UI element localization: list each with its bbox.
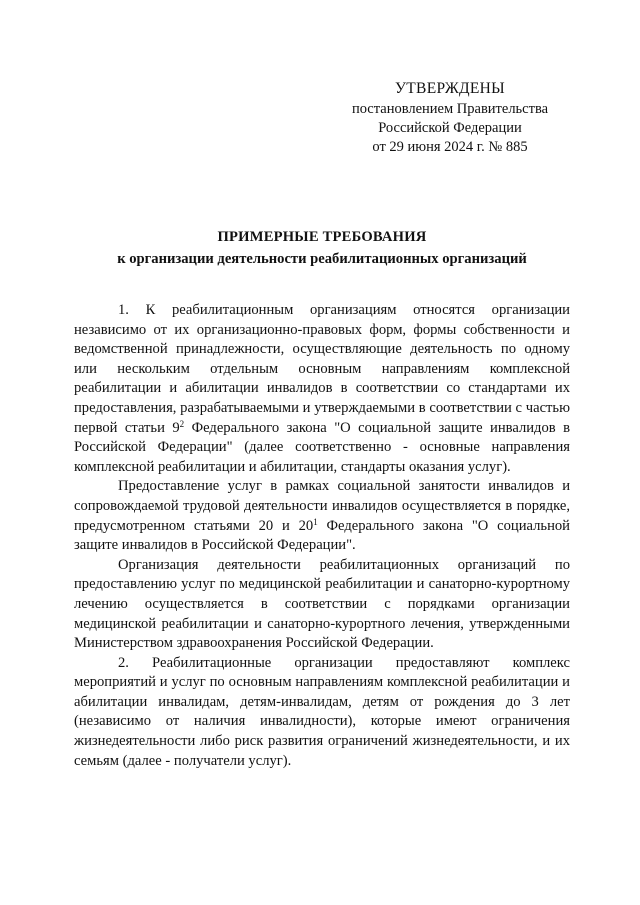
paragraph-1-text: 1. К реабилитационным организациям относятся организации независимо от их организационно-правовых форм, формы собственности и ведомственной принадлежности, осуществляющие деятельность по одному или нескольким отдельным основным направлениям комплексной реабилитации и абилитации инвалидов в соответствии со стандартами их предоставления, разрабатываемыми и утверждаемыми в соответствии с частью первой статьи 9 [74, 302, 570, 436]
paragraph-1-superscript: 2 [179, 418, 185, 429]
paragraph-2-superscript: 1 [313, 516, 318, 527]
approval-stamp: УТВЕРЖДЕНЫ [395, 80, 505, 97]
approval-line-decree: постановлением Правительства [351, 101, 549, 117]
paragraph-2 [74, 477, 570, 555]
document-body [74, 301, 570, 771]
document-subtitle: к организации деятельности реабилитационных организаций [117, 251, 527, 267]
paragraph-1-tail: Федерального закона "О социальной защите инвалидов в Российской Федерации" (далее соответственно - основные направления комплексной реабилитации и абилитации, стандарты оказания услуг). [74, 419, 570, 475]
paragraph-3: Организация деятельности реабилитационных организаций по предоставлению услуг по медицинской реабилитации и санаторно-курортному лечению осуществляется в соответствии с порядками организации медицинской реабилитации и санаторно-курортного лечения, утвержденными Министерством здравоохранения Российской Федерации. [74, 556, 570, 652]
approval-line-authority: Российской Федерации [378, 120, 522, 136]
paragraph-1 [74, 301, 570, 477]
approval-block [330, 79, 570, 157]
paragraph-2-text: Предоставление услуг в рамках социальной занятости инвалидов и сопровождаемой трудовой деятельности инвалидов осуществляется в порядке, предусмотренном статьями 20 и 20 [74, 478, 570, 534]
approval-line-date: от 29 июня 2024 г. № 885 [372, 139, 528, 155]
document-heading [74, 226, 570, 270]
paragraph-2-tail: Федерального закона "О социальной защите инвалидов в Российской Федерации". [74, 517, 570, 554]
paragraph-4: 2. Реабилитационные организации предоставляют комплекс мероприятий и услуг по основным направлениям комплексной реабилитации и абилитации инвалидам, детям-инвалидам, детям от рождения до 3 лет (независимо от наличия инвалидности), которые имеют ограничения жизнедеятельности либо риск развития ограничений жизнедеятельности, и их семьям (далее - получатели услуг). [74, 654, 570, 769]
document-title: ПРИМЕРНЫЕ ТРЕБОВАНИЯ [217, 229, 427, 245]
